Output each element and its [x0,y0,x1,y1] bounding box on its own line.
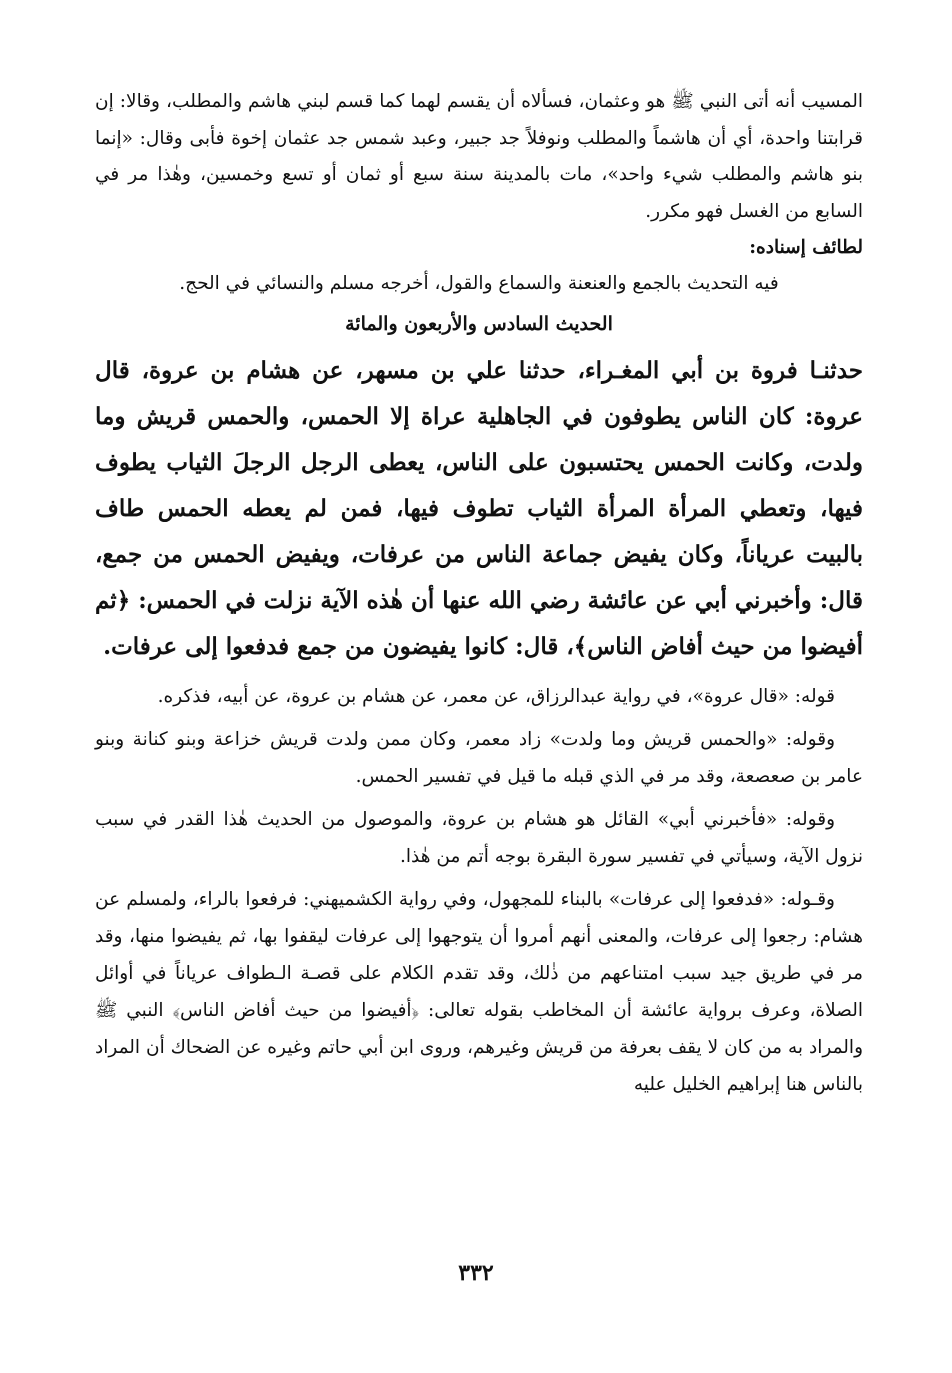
intro-paragraph: المسيب أنه أتى النبي ﷺ هو وعثمان، فسألاه أن يقسم لهما كما قسم لبني هاشم والمطلب، وقالا: إن قرابتنا واحدة، أي أن هاشماً والمطلب ونوفلاً جد جبير، وعبد شمس جد عثمان إخوة فأبى وقال: «إنما بنو هاشم والمطلب شيء واحد»، مات بالمدينة سنة سبع أو ثمان أو تسع وخمسين، وهٰذا مر في السابع من الغسل فهو مكرر. [95,91,863,222]
commentary-paragraph-4: وقـوله: «فدفعوا إلى عرفات» بالبناء للمجهول، وفي رواية الكشميهني: فرفعوا بالراء، ولمسلم عن هشام: رجعوا إلى عرفات، والمعنى أنهم أمروا أن يتوجهوا إلى عرفات ليقفوا بها، ثم يفيضوا منها، وقد مر في طريق جيد سبب امتناعهم من ذٰلك، وقد تقدم الكلام على قصـة الـطواف عرياناً في أوائل الصلاة، وعرف برواية عائشة أن المخاطب بقوله تعالى: ﴿أفيضوا من حيث أفاض الناس﴾ النبي ﷺ والمراد به من كان لا يقف بعرفة من قريش وغيرهم، وروى ابن أبي حاتم وغيره عن الضحاك أن المراد بالناس هنا إبراهيم الخليل عليه [95,889,863,1095]
hadith-text: حدثنـا فروة بن أبي المغـراء، حدثنا علي بن مسهر، عن هشام بن عروة، قال عروة: كان الناس يطوفون في الجاهلية عراة إلا الحمس، والحمس قريش وما ولدت، وكانت الحمس يحتسبون على الناس، يعطى الرجل الرجلَ الثياب يطوف فيها، وتعطي المرأة المرأة الثياب تطوف فيها، فمن لم يعطه الحمس طاف بالبيت عرياناً، وكان يفيض جماعة الناس من عرفات، ويفيض الحمس من جمع، قال: وأخبرني أبي عن عائشة رضي الله عنها أن هٰذه الآية نزلت في الحمس: ﴿ثم أفيضوا من حيث أفاض الناس﴾، قال: كانوا يفيضون من جمع فدفعوا إلى عرفات. [95,357,863,660]
page-number: ٣٣٢ [458,1260,494,1286]
commentary-paragraph-3: وقوله: «فأخبرني أبي» القائل هو هشام بن عروة، والموصول من الحديث هٰذا القدر في سبب نزول الآية، وسيأتي في تفسير سورة البقرة بوجه أتم من هٰذا. [95,809,863,867]
commentary-paragraph-2: وقوله: «والحمس قريش وما ولدت» زاد معمر، وكان ممن ولدت قريش خزاعة وبنو كنانة وبنو عامر بن صعصعة، وقد مر في الذي قبله ما قيل في تفسير الحمس. [95,729,863,787]
isnad-note: فيه التحديث بالجمع والعنعنة والسماع والقول، أخرجه مسلم والنسائي في الحج. [179,273,779,294]
page-body [95,84,863,1109]
hadith-title: الحديث السادس والأربعون والمائة [345,313,613,335]
commentary-paragraph-1: قوله: «قال عروة»، في رواية عبدالرزاق، عن معمر، عن هشام بن عروة، عن أبيه، فذكره. [157,686,835,707]
isnad-subtitle: لطائف إسناده: [749,237,863,258]
